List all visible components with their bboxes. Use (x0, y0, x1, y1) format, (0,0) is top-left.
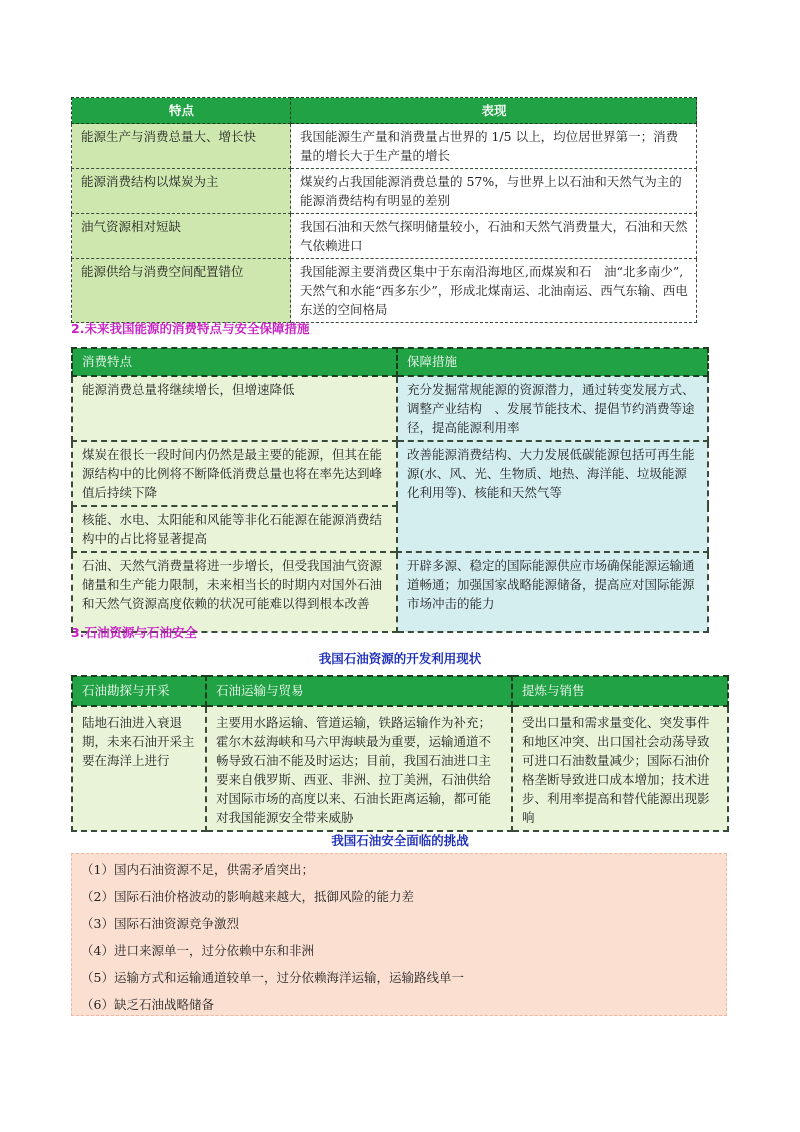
table-header-row (72, 676, 728, 706)
column-header: 石油勘探与开采 (72, 676, 206, 706)
table-header-row (72, 98, 697, 124)
consumption-feature-cell: 能源消费总量将继续增长，但增速降低 (72, 376, 397, 441)
challenges-box (71, 853, 727, 1016)
safeguard-cell: 充分发掘常规能源的资源潜力，通过转变发展方式、调整产业结构 、发展节能技术、提倡节约消费等途径，提高能源利用率 (397, 376, 708, 441)
table-row (72, 214, 697, 259)
description-cell: 煤炭约占我国能源消费总量的 57%，与世界上以石油和天然气为主的能源消费结构有明显的差别 (291, 169, 697, 214)
oil-status-title: 我国石油资源的开发利用现状 (318, 651, 482, 666)
list-item: （3）国际石油资源竞争激烈 (81, 916, 239, 931)
section-heading-2: 2.未来我国能源的消费特点与安全保障措施 (71, 321, 310, 336)
feature-cell: 能源生产与消费总量大、增长快 (72, 124, 291, 169)
feature-cell: 能源消费结构以煤炭为主 (72, 169, 291, 214)
list-item: （1）国内石油资源不足，供需矛盾突出； (81, 862, 314, 877)
consumption-feature-cell: 核能、水电、太阳能和风能等非化石能源在能源消费结构中的占比将显著提高 (72, 506, 397, 552)
consumption-feature-cell: 煤炭在很长一段时间内仍然是最主要的能源，但其在能源结构中的比例将不断降低消费总量也将在率先达到峰值后持续下降 (72, 441, 397, 506)
table-row (72, 552, 708, 632)
table-row (72, 441, 708, 506)
section-heading-3: 3.石油资源与石油安全 (71, 625, 197, 640)
column-header: 表现 (291, 98, 697, 124)
feature-cell: 油气资源相对短缺 (72, 214, 291, 259)
table-row (72, 376, 708, 441)
energy-features-table (71, 97, 697, 323)
column-header: 保障措施 (397, 348, 708, 376)
refining-cell: 受出口量和需求量变化、突发事件和地区冲突、出口国社会动荡导致可进口石油数量减少；国际石油价格垄断导致进口成本增加；技术进步、利用率提高和替代能源出现影响 (512, 706, 728, 831)
exploration-cell: 陆地石油进入衰退期，未来石油开采主要在海洋上进行 (72, 706, 206, 831)
table-row (72, 259, 697, 323)
column-header: 提炼与销售 (512, 676, 728, 706)
list-item: （5）运输方式和运输通道较单一，过分依赖海洋运输，运输路线单一 (81, 970, 464, 985)
table-header-row (72, 348, 708, 376)
oil-challenges-title: 我国石油安全面临的挑战 (331, 833, 469, 848)
feature-cell: 能源供给与消费空间配置错位 (72, 259, 291, 323)
future-consumption-table (71, 347, 709, 633)
description-cell: 我国能源主要消费区集中于东南沿海地区,而煤炭和石 油“北多南少”,天然气和水能“西多东少”，形成北煤南运、北油南运、西气东输、西电东送的空间格局 (291, 259, 697, 323)
consumption-feature-cell: 石油、天然气消费量将进一步增长，但受我国油气资源储量和生产能力限制，未来相当长的时期内对国外石油和天然气资源高度依赖的状况可能难以得到根本改善 (72, 552, 397, 632)
table-row (72, 706, 728, 831)
column-header: 石油运输与贸易 (206, 676, 512, 706)
list-item: （4）进口来源单一，过分依赖中东和非洲 (81, 943, 314, 958)
oil-development-table (71, 675, 729, 832)
column-header: 消费特点 (72, 348, 397, 376)
column-header: 特点 (72, 98, 291, 124)
table-row (72, 124, 697, 169)
safeguard-cell: 开辟多源、稳定的国际能源供应市场确保能源运输通道畅通；加强国家战略能源储备，提高应对国际能源市场冲击的能力 (397, 552, 708, 632)
table-row (72, 169, 697, 214)
transport-cell: 主要用水路运输、管道运输，铁路运输作为补充；霍尔木兹海峡和马六甲海峡最为重要，运输通道不畅导致石油不能及时运达；目前，我国石油进口主要来自俄罗斯、西亚、非洲、拉丁美洲，石油供给对国际市场的高度以来、石油长距离运输，都可能对我国能源安全带来威胁 (206, 706, 512, 831)
description-cell: 我国能源生产量和消费量占世界的 1/5 以上，均位居世界第一；消费量的增长大于生产量的增长 (291, 124, 697, 169)
list-item: （6）缺乏石油战略储备 (81, 997, 214, 1012)
safeguard-cell: 改善能源消费结构、大力发展低碳能源包括可再生能源(水、风、光、生物质、地热、海洋能、垃圾能源化利用等)、核能和天然气等 (397, 441, 708, 552)
description-cell: 我国石油和天然气探明储量较小，石油和天然气消费量大，石油和天然气依赖进口 (291, 214, 697, 259)
list-item: （2）国际石油价格波动的影响越来越大，抵御风险的能力差 (81, 889, 414, 904)
